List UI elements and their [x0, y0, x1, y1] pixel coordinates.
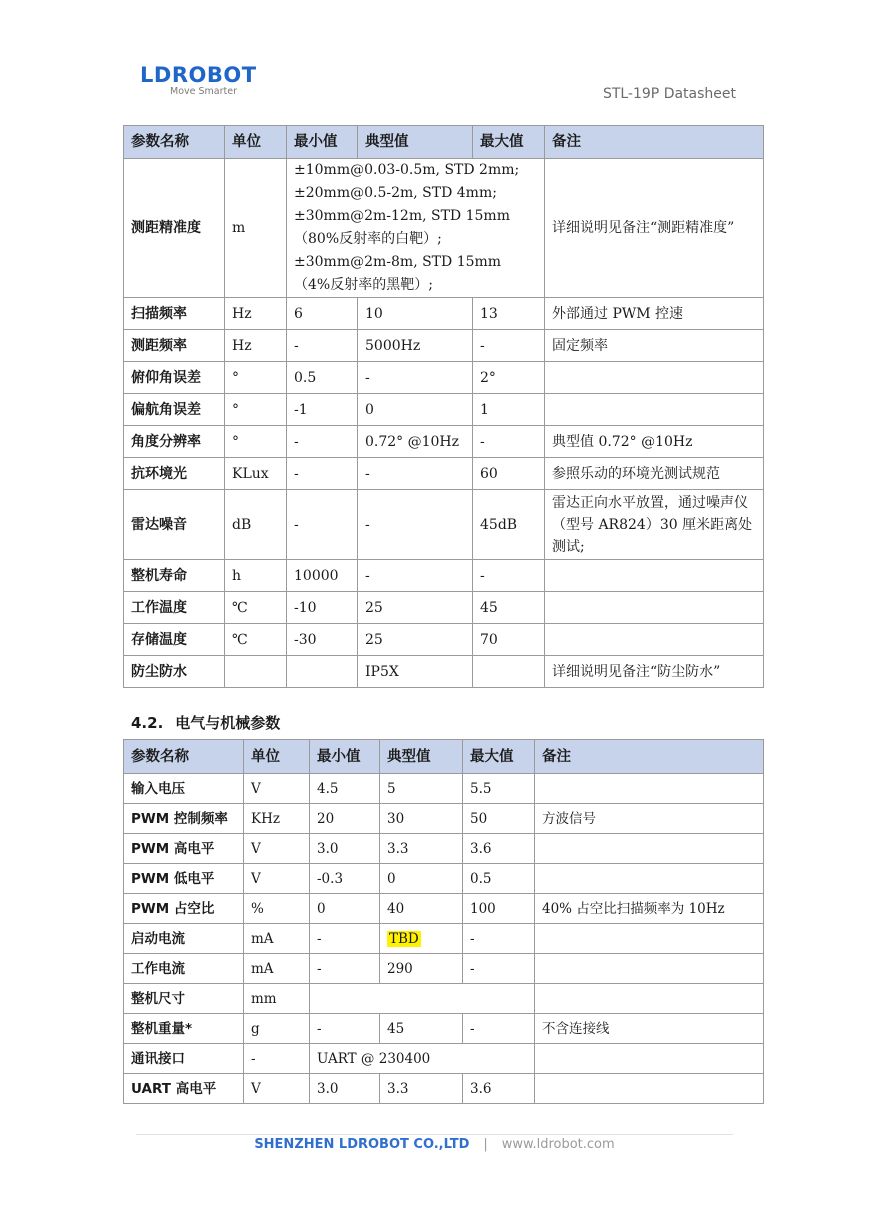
param-name: 偏航角误差: [124, 394, 225, 426]
col-header-min: 最小值: [310, 740, 380, 774]
col-header-param: 参数名称: [124, 740, 244, 774]
logo-tagline: Move Smarter: [170, 86, 237, 97]
accuracy-line: ±30mm@2m-12m, STD 15mm: [294, 208, 510, 224]
param-max: -: [463, 924, 535, 954]
param-name: 抗环境光: [124, 458, 225, 490]
table-row: [124, 954, 764, 984]
document-title: STL-19P Datasheet: [602, 86, 736, 102]
param-name: PWM 高电平: [124, 834, 244, 864]
param-typ: 3.3: [380, 834, 463, 864]
footer-company: SHENZHEN LDROBOT CO.,LTD: [254, 1137, 470, 1152]
table-header-row: [124, 740, 764, 774]
param-max: 60: [473, 458, 545, 490]
table-row: [124, 426, 764, 458]
param-min: -: [310, 924, 380, 954]
param-typ: 45: [380, 1014, 463, 1044]
param-min: -: [287, 458, 358, 490]
accuracy-line: ±20mm@0.5-2m, STD 4mm;: [294, 185, 497, 201]
footer-separator: |: [483, 1137, 488, 1152]
param-min: 4.5: [310, 774, 380, 804]
table-row: [124, 560, 764, 592]
param-unit: °: [225, 426, 287, 458]
table-row: [124, 592, 764, 624]
param-min: -1: [287, 394, 358, 426]
param-min: 0: [310, 894, 380, 924]
param-max: 70: [473, 624, 545, 656]
col-header-max: 最大值: [463, 740, 535, 774]
param-unit: m: [225, 159, 287, 298]
param-unit: -: [244, 1044, 310, 1074]
param-name: 输入电压: [124, 774, 244, 804]
col-header-note: 备注: [545, 126, 764, 159]
param-min: -: [310, 954, 380, 984]
param-name: 雷达噪音: [124, 490, 225, 560]
param-note: 外部通过 PWM 控速: [545, 298, 764, 330]
col-header-typ: 典型值: [380, 740, 463, 774]
param-typ: 0.72° @10Hz: [358, 426, 473, 458]
param-max: -: [463, 954, 535, 984]
table-row: [124, 804, 764, 834]
param-note: [545, 362, 764, 394]
table-row: [124, 394, 764, 426]
param-name: 测距精准度: [124, 159, 225, 298]
param-typ-highlighted: TBD: [389, 930, 419, 947]
param-name: 角度分辨率: [124, 426, 225, 458]
col-header-param: 参数名称: [124, 126, 225, 159]
param-min: 3.0: [310, 834, 380, 864]
param-note: [535, 1074, 764, 1104]
param-typ: -: [358, 490, 473, 560]
param-typ: -: [358, 362, 473, 394]
param-max: 1: [473, 394, 545, 426]
accuracy-line: （4%反射率的黑靶）;: [294, 277, 433, 293]
param-typ: 10: [358, 298, 473, 330]
param-name: 整机尺寸: [124, 984, 244, 1014]
param-typ: 3.3: [380, 1074, 463, 1104]
param-name: 工作温度: [124, 592, 225, 624]
param-name: 通讯接口: [124, 1044, 244, 1074]
param-name: PWM 低电平: [124, 864, 244, 894]
param-name: UART 高电平: [124, 1074, 244, 1104]
param-note: [535, 954, 764, 984]
col-header-unit: 单位: [244, 740, 310, 774]
footer-website-link[interactable]: www.ldrobot.com: [501, 1137, 615, 1152]
param-typ: 5: [380, 774, 463, 804]
param-unit: %: [244, 894, 310, 924]
param-value-merged: [310, 984, 535, 1014]
table-row: [124, 864, 764, 894]
param-typ-cell: [380, 924, 463, 954]
param-note: [545, 394, 764, 426]
param-name: 整机重量*: [124, 1014, 244, 1044]
param-unit: dB: [225, 490, 287, 560]
table-row: [124, 1044, 764, 1074]
accuracy-line: ±10mm@0.03-0.5m, STD 2mm;: [294, 162, 520, 178]
param-min: -: [287, 426, 358, 458]
param-typ: -: [358, 458, 473, 490]
param-unit: V: [244, 1074, 310, 1104]
accuracy-line: （80%反射率的白靶）;: [294, 231, 442, 247]
table-row: [124, 1074, 764, 1104]
param-typ: 40: [380, 894, 463, 924]
param-note: 固定频率: [545, 330, 764, 362]
param-note: 详细说明见备注“防尘防水”: [545, 656, 764, 688]
param-unit: °: [225, 394, 287, 426]
param-name: 测距频率: [124, 330, 225, 362]
param-unit: mm: [244, 984, 310, 1014]
param-typ: 5000Hz: [358, 330, 473, 362]
param-note: 40% 占空比扫描频率为 10Hz: [535, 894, 764, 924]
param-typ: 30: [380, 804, 463, 834]
param-unit: g: [244, 1014, 310, 1044]
col-header-min: 最小值: [287, 126, 358, 159]
param-typ: 25: [358, 592, 473, 624]
param-min: 20: [310, 804, 380, 834]
param-max: 45dB: [473, 490, 545, 560]
table-row: [124, 834, 764, 864]
electrical-mechanical-table: [123, 739, 764, 1104]
param-min: -: [287, 330, 358, 362]
table-row: [124, 362, 764, 394]
param-min: 0.5: [287, 362, 358, 394]
param-min: -: [287, 490, 358, 560]
param-name: 工作电流: [124, 954, 244, 984]
footer-divider: [136, 1134, 733, 1135]
section-number: 4.2.: [131, 714, 164, 732]
section-heading: [131, 712, 280, 733]
param-note: [535, 774, 764, 804]
col-header-unit: 单位: [225, 126, 287, 159]
param-note: [535, 834, 764, 864]
param-value-merged: UART @ 230400: [310, 1044, 535, 1074]
param-max: 13: [473, 298, 545, 330]
company-logo: [140, 64, 257, 98]
table-row: [124, 490, 764, 560]
param-unit: °: [225, 362, 287, 394]
col-header-note: 备注: [535, 740, 764, 774]
param-note: [535, 1044, 764, 1074]
param-unit: h: [225, 560, 287, 592]
section-title: 电气与机械参数: [175, 714, 281, 732]
param-min: -30: [287, 624, 358, 656]
table-header-row: [124, 126, 764, 159]
table-row: [124, 159, 764, 298]
param-min: -10: [287, 592, 358, 624]
param-typ: 25: [358, 624, 473, 656]
param-note: [545, 560, 764, 592]
table-row: [124, 624, 764, 656]
param-unit: Hz: [225, 330, 287, 362]
performance-spec-table: [123, 125, 764, 688]
param-max: -: [463, 1014, 535, 1044]
param-unit: Hz: [225, 298, 287, 330]
param-max: -: [473, 426, 545, 458]
param-max: 45: [473, 592, 545, 624]
col-header-typ: 典型值: [358, 126, 473, 159]
accuracy-line: ±30mm@2m-8m, STD 15mm: [294, 254, 502, 270]
param-max: 0.5: [463, 864, 535, 894]
param-typ: 290: [380, 954, 463, 984]
param-note: 不含连接线: [535, 1014, 764, 1044]
param-unit: V: [244, 864, 310, 894]
param-unit: V: [244, 774, 310, 804]
param-max: [473, 656, 545, 688]
col-header-max: 最大值: [473, 126, 545, 159]
table-row: [124, 298, 764, 330]
param-unit: ℃: [225, 624, 287, 656]
table-row: [124, 894, 764, 924]
page-footer: [0, 1137, 869, 1152]
param-name: PWM 占空比: [124, 894, 244, 924]
param-min: 3.0: [310, 1074, 380, 1104]
param-typ: 0: [380, 864, 463, 894]
table-row: [124, 458, 764, 490]
param-name: 防尘防水: [124, 656, 225, 688]
param-unit: mA: [244, 954, 310, 984]
param-max: 5.5: [463, 774, 535, 804]
param-min: [287, 656, 358, 688]
param-max: 3.6: [463, 1074, 535, 1104]
table-row: [124, 984, 764, 1014]
param-note: 方波信号: [535, 804, 764, 834]
param-name: 整机寿命: [124, 560, 225, 592]
param-max: 2°: [473, 362, 545, 394]
param-typ: 0: [358, 394, 473, 426]
param-note: 雷达正向水平放置，通过噪声仪（型号 AR824）30 厘米距离处测试;: [545, 490, 764, 560]
param-note: 典型值 0.72° @10Hz: [545, 426, 764, 458]
param-note: [535, 864, 764, 894]
param-note: [545, 624, 764, 656]
param-name: 俯仰角误差: [124, 362, 225, 394]
accuracy-values: [287, 159, 545, 298]
param-max: 3.6: [463, 834, 535, 864]
table-row: [124, 656, 764, 688]
param-typ: -: [358, 560, 473, 592]
param-name: 存储温度: [124, 624, 225, 656]
param-unit: [225, 656, 287, 688]
param-note: [535, 984, 764, 1014]
param-unit: KHz: [244, 804, 310, 834]
param-note: 详细说明见备注“测距精准度”: [545, 159, 764, 298]
param-unit: V: [244, 834, 310, 864]
param-max: 100: [463, 894, 535, 924]
param-min: -: [310, 1014, 380, 1044]
table-row: [124, 774, 764, 804]
table-row: [124, 924, 764, 954]
param-note: 参照乐动的环境光测试规范: [545, 458, 764, 490]
param-min: 6: [287, 298, 358, 330]
logo-text: LDROBOT: [140, 63, 257, 87]
param-typ: IP5X: [358, 656, 473, 688]
param-max: -: [473, 560, 545, 592]
param-name: 启动电流: [124, 924, 244, 954]
param-name: 扫描频率: [124, 298, 225, 330]
param-min: -0.3: [310, 864, 380, 894]
param-unit: ℃: [225, 592, 287, 624]
param-unit: mA: [244, 924, 310, 954]
param-max: -: [473, 330, 545, 362]
table-row: [124, 1014, 764, 1044]
param-unit: KLux: [225, 458, 287, 490]
param-max: 50: [463, 804, 535, 834]
table-row: [124, 330, 764, 362]
param-name: PWM 控制频率: [124, 804, 244, 834]
param-min: 10000: [287, 560, 358, 592]
param-note: [535, 924, 764, 954]
param-note: [545, 592, 764, 624]
